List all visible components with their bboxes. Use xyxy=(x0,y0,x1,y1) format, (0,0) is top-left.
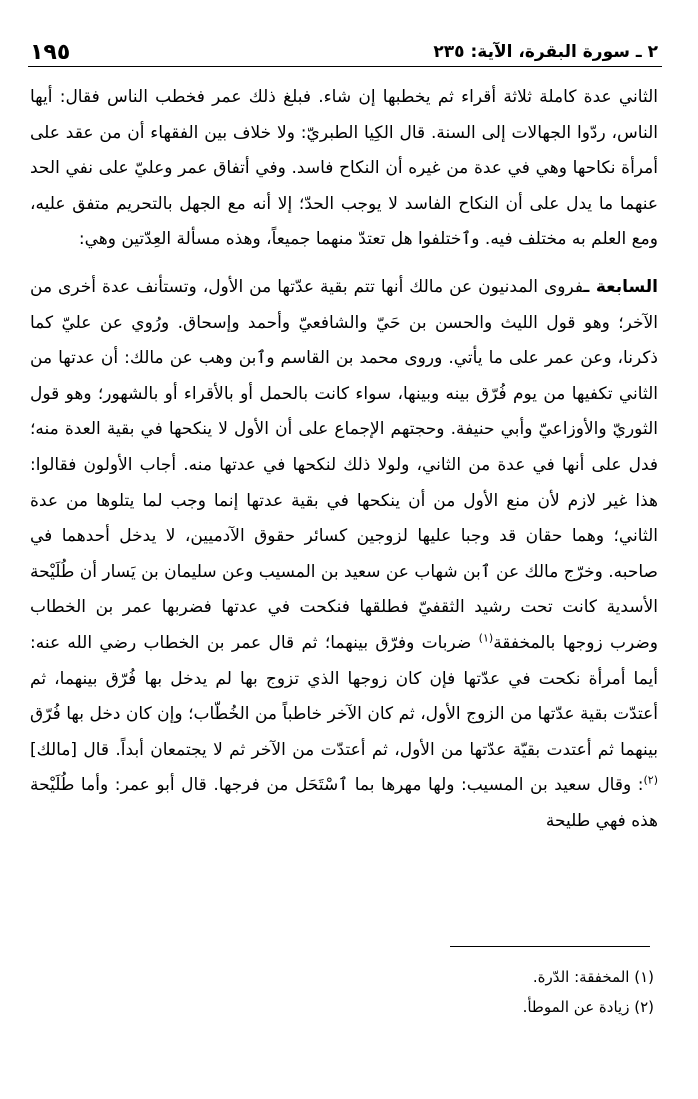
paragraph-1: الثاني عدة كاملة ثلاثة أقراء ثم يخطبها إن شاء. فبلغ ذلك عمر فخطب الناس فقال: أيها الناس، ردّوا الجهالات إلى السنة. قال الكِيا الطبريّ: ولا خلاف بين الفقهاء أن من عقد على أمرأة نكاحها وهي في عدة من غيره أن النكاح فاسد. وفي أتفاق عمر وعليّ على نفي الحد عنهما ما يدل على أن النكاح الفاسد لا يوجب الحدّ؛ إلا أنه مع الجهل بالتحريم متفق عليه، ومع العلم به مختلف فيه. وٱختلفوا هل تعتدّ منهما جميعاً، وهذه مسألة العِدّتين وهي: xyxy=(30,87,658,250)
footnote-ref-2[interactable]: (٢) xyxy=(643,773,658,787)
footnote-2: (٢) زيادة عن الموطأ. xyxy=(522,998,654,1016)
footnote-divider xyxy=(450,946,650,947)
issue-heading: السابعة ـ xyxy=(583,276,658,297)
page-number: ١٩٥ xyxy=(30,40,71,65)
footnotes xyxy=(300,962,654,1022)
paragraph-gap xyxy=(30,258,658,270)
paragraph-2-text-b: ضربات وفرّق بينهما؛ ثم قال عمر بن الخطاب رضي الله عنه: أيما أمرأة نكحت في عدّتها فإن كان زوجها الذي تزوج بها لم يدخل بها فُرّق بينهما، ثم أعتدّت بقية عدّتها من الزوج الأول، ثم كان الآخر خاطباً من الخُطّاب؛ وإن كان دخل بها فُرّق بينهما ثم أعتدت بقيّة عدّتها من الأول، ثم أعتدّت من الآخر ثم لا يجتمعان أبداً. قال [مالك] xyxy=(30,632,658,760)
surah-verse-title: ٢ ـ سورة البقرة، الآية: ٢٣٥ xyxy=(433,42,658,62)
main-text xyxy=(30,80,658,839)
footnote-ref-1[interactable]: (١) xyxy=(478,631,494,645)
header-divider xyxy=(28,66,662,67)
paragraph-2-text-a: فروى المدنيون عن مالك أنها تتم بقية عدّتها من الأول، وتستأنف عدة أخرى من الآخر؛ وهو قول الليث والحسن بن حَيّ والشافعيّ وأحمد وإسحاق. ورُوي عن عليّ كما ذكرنا، وعن عمر على ما يأتي. وروى محمد بن القاسم وٱبن وهب عن مالك: أن عدتها من الثاني تكفيها من يوم فُرّق بينه وبينها، سواء كانت بالحمل أو بالأقراء أو بالشهور؛ وهو قول الثوريّ والأوزاعيّ وأبي حنيفة. وحجتهم الإجماع على أن الأول لا ينكحها في بقية العدة منه؛ فدل على أنها في عدة من الثاني، ولولا ذلك لنكحها في عدتها منه. أجاب الأولون فقالوا: هذا غير لازم لأن منع الأول من أن ينكحها في بقية عدتها إنما وجب لما يتلوها من عدة الثاني؛ وهما حقان قد وجبا عليها لزوجين كسائر حقوق الآدميين، لا يدخل أحدهما في صاحبه. وخرّج مالك عن ٱبن شهاب عن سعيد بن المسيب وعن سليمان بن يَسار أن طُلَيْحة الأسدية كانت تحت رشيد الثقفيّ فطلقها فنكحت في عدتها فضربها عمر بن الخطاب وضرب زوجها بالمخفقة xyxy=(30,276,658,653)
paragraph-2-text-c: : وقال سعيد بن المسيب: ولها مهرها بما ٱسْتَحَل من فرجها. قال أبو عمر: وأما طُلَيْحة هذه فهي طليحة xyxy=(30,775,658,831)
footnote-1: (١) المخفقة: الدّرة. xyxy=(532,968,654,986)
paragraph-2 xyxy=(30,270,658,840)
